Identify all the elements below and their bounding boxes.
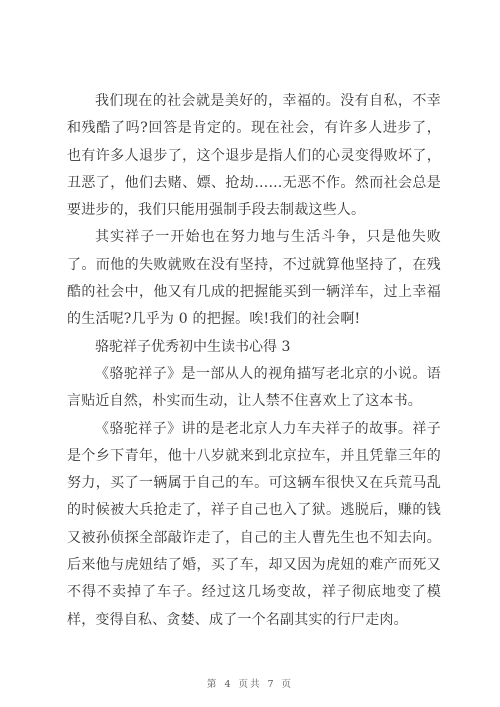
paragraph: 其实祥子一开始也在努力地与生活斗争，只是他失败了。而他的失败就败在没有坚持，不过就算他坚持了，在残酷的社会中，他又有几成的把握能买到一辆洋车，过上幸福的生活呢?几乎为 0 的把握。唉!我们的社会啊!: [67, 229, 441, 328]
total-pages: 7: [267, 679, 276, 690]
footer-suffix: 页: [281, 679, 294, 690]
footer-prefix: 第: [206, 679, 219, 690]
paragraph: 《骆驼祥子》是一部从人的视角描写老北京的小说。语言贴近自然，朴实而生动，让人禁不住喜欢上了这本书。: [67, 365, 441, 410]
page-number: 4: [224, 679, 233, 690]
section-heading: 骆驼祥子优秀初中生读书心得 3: [95, 338, 291, 355]
page-footer: [0, 676, 500, 690]
paragraph: 我们现在的社会就是美好的，幸福的。没有自私，不幸和残酷了吗?回答是肯定的。现在社会，有许多人进步了，也有许多人退步了，这个退步是指人们的心灵变得败坏了，丑恶了，他们去赌、嫖、抢劫……无恶不作。然而社会总是要进步的，我们只能用强制手段去制裁这些人。: [67, 93, 441, 219]
document-body: [67, 88, 441, 634]
paragraph: 《骆驼祥子》讲的是老北京人力车夫祥子的故事。祥子是个乡下青年，他十八岁就来到北京拉车，并且凭靠三年的努力，买了一辆属于自己的车。可这辆车很快又在兵荒马乱的时候被大兵抢走了，祥子自己也入了狱。逃脱后，赚的钱又被孙侦探全部敲诈走了，自己的主人曹先生也不知去向。后来他与虎妞结了婚，买了车，却又因为虎妞的难产而死又不得不卖掉了车子。经过这几场变故，祥子彻底地变了模样，变得自私、贪婪、成了一个名副其实的行尸走肉。: [67, 420, 441, 628]
footer-middle: 页共: [238, 679, 262, 690]
